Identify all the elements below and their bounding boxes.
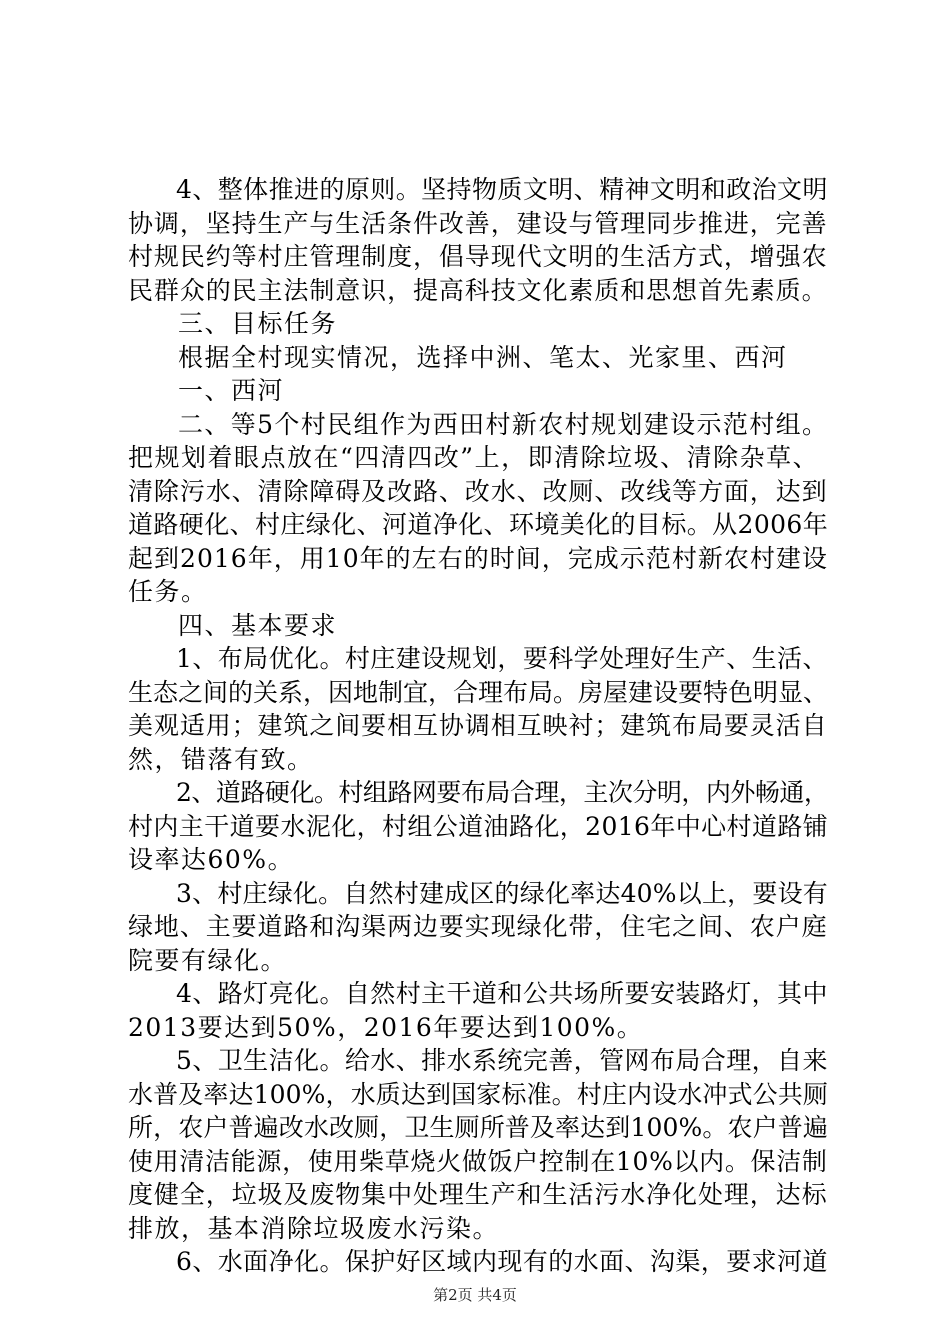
text-line: 5、卫生洁化。给水、排水系统完善，管网布局合理，自来 (176, 1046, 828, 1075)
body-text (128, 173, 828, 1279)
text-line: 然，错落有致。 (128, 744, 314, 774)
text-line: 一、西河 (178, 376, 285, 405)
text-line: 所，农户普遍改水改厕，卫生厕所普及率达到100%。农户普遍 (128, 1113, 828, 1142)
text-line: 协调，坚持生产与生活条件改善，建设与管理同步推进，完善 (128, 208, 828, 238)
text-line: 民群众的民主法制意识，提高科技文化素质和思想首先素质。 (128, 275, 828, 305)
text-line: 美观适用；建筑之间要相互协调相互映衬；建筑布局要灵活自 (128, 711, 828, 740)
text-line: 二、等5个村民组作为西田村新农村规划建设示范村组。 (178, 409, 829, 439)
text-line: 设率达60%。 (128, 845, 295, 874)
text-line: 排放，基本消除垃圾废水污染。 (128, 1213, 500, 1243)
text-line: 道路硬化、村庄绿化、河道净化、环境美化的目标。从2006年 (128, 510, 829, 539)
text-line: 水普及率达100%，水质达到国家标准。村庄内设水冲式公共厕 (128, 1079, 828, 1109)
text-line: 3、村庄绿化。自然村建成区的绿化率达40%以上，要设有 (176, 878, 828, 908)
page-footer: 第2页 共4页 (433, 1286, 517, 1304)
text-line: 院要有绿化。 (128, 945, 288, 975)
text-line: 2013要达到50%，2016年要达到100%。 (128, 1012, 644, 1042)
text-line: 绿地、主要道路和沟渠两边要实现绿化带，住宅之间、农户庭 (128, 912, 828, 941)
text-line: 根据全村现实情况，选择中洲、笔太、光家里、西河 (178, 342, 788, 372)
text-line: 四、基本要求 (178, 610, 338, 640)
text-line: 6、水面净化。保护好区域内现有的水面、沟渠，要求河道 (176, 1247, 828, 1276)
text-line: 起到2016年，用10年的左右的时间，完成示范村新农村建设 (128, 543, 828, 573)
text-line: 4、路灯亮化。自然村主干道和公共场所要安装路灯，其中 (176, 979, 828, 1008)
text-line: 把规划着眼点放在“四清四改”上，即清除垃圾、清除杂草、 (128, 443, 820, 472)
text-line: 1、布局优化。村庄建设规划，要科学处理好生产、生活、 (176, 644, 828, 673)
text-line: 清除污水、清除障碍及改路、改水、改厕、改线等方面，达到 (128, 476, 828, 506)
text-line: 任务。 (128, 577, 208, 606)
text-line: 度健全，垃圾及废物集中处理生产和生活污水净化处理，达标 (128, 1180, 828, 1209)
text-line: 村内主干道要水泥化，村组公道油路化，2016年中心村道路铺 (128, 811, 829, 841)
text-line: 三、目标任务 (178, 309, 338, 338)
text-line: 村规民约等村庄管理制度，倡导现代文明的生活方式，增强农 (128, 242, 828, 271)
text-line: 生态之间的关系，因地制宜，合理布局。房屋建设要特色明显、 (128, 677, 829, 707)
text-line: 使用清洁能源，使用柴草烧火做饭户控制在10%以内。保洁制 (128, 1146, 828, 1176)
text-line: 4、整体推进的原则。坚持物质文明、精神文明和政治文明 (176, 175, 828, 204)
text-line: 2、道路硬化。村组路网要布局合理，主次分明，内外畅通， (176, 778, 829, 807)
